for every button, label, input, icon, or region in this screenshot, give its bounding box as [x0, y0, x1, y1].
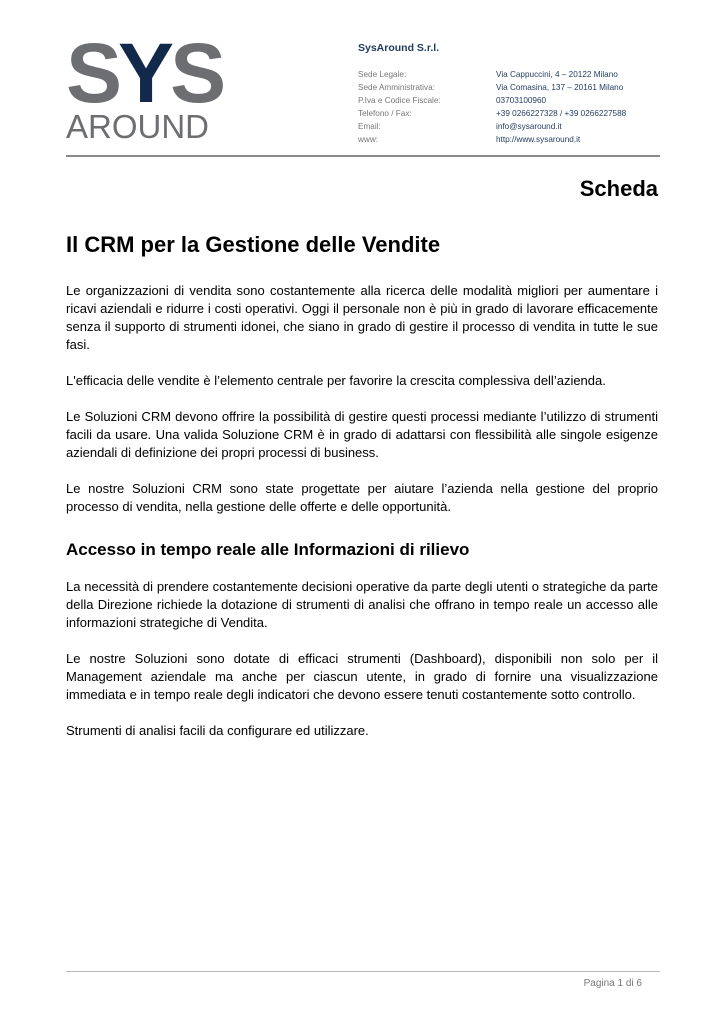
website-link[interactable]: http://www.sysaround.it — [496, 135, 581, 144]
paragraph: Le nostre Soluzioni CRM sono state progettate per aiutare l’azienda nella gestione del proprio processo di vendita, nella gestione delle offerte e delle opportunità. — [66, 481, 658, 514]
info-row — [358, 120, 626, 133]
paragraph: L'efficacia delle vendite è l’elemento centrale per favorire la crescita complessiva dell’azienda. — [66, 373, 606, 388]
info-value: +39 0266227328 / +39 0266227588 — [496, 109, 627, 118]
doc-type: Scheda — [579, 176, 658, 201]
info-label: P.Iva e Codice Fiscale: — [358, 96, 441, 105]
info-value: Via Cappuccini, 4 – 20122 Milano — [496, 70, 618, 79]
info-label: Sede Legale: — [358, 70, 407, 79]
info-label: Telefono / Fax: — [358, 109, 412, 118]
logo-text-bottom: AROUND — [66, 110, 210, 144]
paragraph: Le Soluzioni CRM devono offrire la possibilità di gestire questi processi mediante l’utilizzo di strumenti facili da usare. Una valida Soluzione CRM è in grado di adattarsi con flessibilità alle singole esigenze aziendali di definizione dei propri processi di business. — [66, 409, 658, 460]
info-label: Email: — [358, 122, 381, 131]
paragraph: La necessità di prendere costantemente decisioni operative da parte degli utenti o strategiche da parte della Direzione richiede la dotazione di strumenti di analisi che offrano in tempo reale un accesso alle informazioni strategiche di Vendita. — [66, 579, 658, 630]
header-divider — [66, 155, 660, 157]
document-body — [66, 230, 658, 758]
paragraph: Strumenti di analisi facili da configurare ed utilizzare. — [66, 723, 369, 738]
paragraph: Le nostre Soluzioni sono dotate di efficaci strumenti (Dashboard), disponibili non solo per il Management aziendale ma anche per ciascun utente, in grado di fornire una visualizzazione immediata e in tempo reale degli indicatori che devono essere tenuti costantemente sotto controllo. — [66, 651, 658, 702]
logo-letter-y: Y — [118, 36, 171, 110]
info-value: 03703100960 — [496, 96, 547, 105]
info-value: Via Comasina, 137 – 20161 Milano — [496, 83, 624, 92]
sysaround-logo — [66, 36, 246, 144]
paragraph: Le organizzazioni di vendita sono costantemente alla ricerca delle modalità migliori per aumentare i ricavi aziendali e ridurre i costi operativi. Oggi il personale non è più in grado di lavorare efficacemente senza il supporto di strumenti idonei, che siano in grado di gestire il processo di vendita in tutte le sue fasi. — [66, 283, 658, 352]
info-row — [358, 68, 626, 81]
info-label: Sede Amministrativa: — [358, 83, 435, 92]
company-info — [358, 68, 626, 146]
company-name: SysAround S.r.l. — [358, 42, 440, 54]
page-number: Pagina 1 di 6 — [583, 978, 642, 989]
info-row — [358, 133, 626, 146]
info-row — [358, 107, 626, 120]
info-row — [358, 81, 626, 94]
page-title: Il CRM per la Gestione delle Vendite — [66, 232, 441, 257]
section-heading: Accesso in tempo reale alle Informazioni di rilievo — [66, 540, 470, 559]
info-label: www: — [358, 135, 379, 144]
logo-text-top: SYS — [66, 36, 246, 110]
email-link[interactable]: info@sysaround.it — [496, 122, 562, 131]
footer-divider — [66, 971, 660, 972]
info-row — [358, 94, 626, 107]
